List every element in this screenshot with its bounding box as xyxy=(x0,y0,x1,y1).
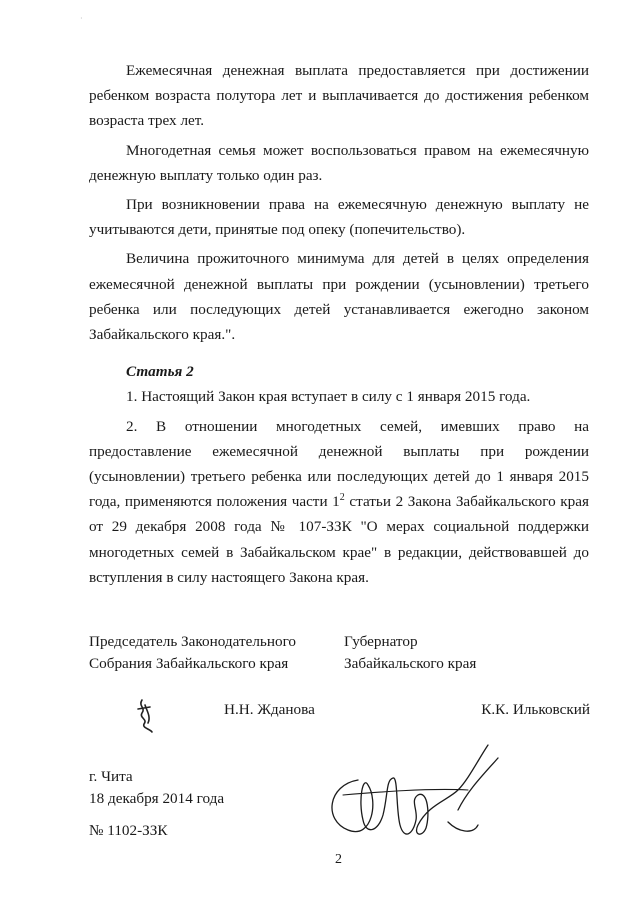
document-body xyxy=(89,58,589,590)
article-2-item-2 xyxy=(89,414,589,590)
chairman-signature xyxy=(130,697,166,737)
signing-date: 18 декабря 2014 года xyxy=(89,790,225,807)
governor-signature xyxy=(318,740,528,850)
paragraph-once-only: Многодетная семья может воспользоваться правом на ежемесячную денежную выплату только один раз. xyxy=(89,141,589,184)
place-and-date xyxy=(89,766,224,810)
governor-name: К.К. Ильковский xyxy=(481,701,590,718)
chairman-name: Н.Н. Жданова xyxy=(224,701,315,718)
item-2-text-part-1: 2. В отношении многодетных семей, имевших право на предоставление ежемесячной денежной выплаты при рождении (усыновлении) третьего ребенка или последующих детей до 1 января 2015 года, применяются положения части 1 xyxy=(89,417,589,511)
scan-mark: · xyxy=(80,14,83,23)
governor-title-line-2: Забайкальского края xyxy=(344,655,477,672)
chairman-title-line-2: Собрания Забайкальского края xyxy=(89,655,289,672)
page-number: 2 xyxy=(335,852,342,867)
governor-title-line-1: Губернатор xyxy=(344,633,418,650)
governor-title xyxy=(344,631,476,675)
chairman-title xyxy=(89,631,296,675)
chairman-title-line-1: Председатель Законодательного xyxy=(89,633,297,650)
paragraph-guardianship: При возникновении права на ежемесячную денежную выплату не учитываются дети, принятые под опеку (попечительство). xyxy=(89,196,589,239)
item-2-superscript: 2 xyxy=(339,492,345,504)
city: г. Чита xyxy=(89,768,133,785)
article-2-heading: Статья 2 xyxy=(126,363,194,381)
paragraph-subsistence-minimum: Величина прожиточного минимума для детей в целях определения ежемесячной денежной выплаты при рождении (усыновлении) третьего ребенка или последующих детей устанавливается ежегодно законом Забайкальского края.". xyxy=(89,250,589,344)
item-2-text-part-2: статьи 2 Закона Забайкальского края от 29 декабря 2008 года № 107-ЗЗК "О мерах социальной поддержки многодетных семей в Забайкальском крае" в редакции, действовавшей до вступления в силу настоящего Закона края. xyxy=(89,493,589,586)
paragraph-payment-age: Ежемесячная денежная выплата предоставляется при достижении ребенком возраста полутора лет и выплачивается до достижения ребенком возраста трех лет. xyxy=(89,62,589,130)
article-2-item-1: 1. Настоящий Закон края вступает в силу с 1 января 2015 года. xyxy=(126,388,531,406)
law-number: № 1102-ЗЗК xyxy=(89,822,168,839)
